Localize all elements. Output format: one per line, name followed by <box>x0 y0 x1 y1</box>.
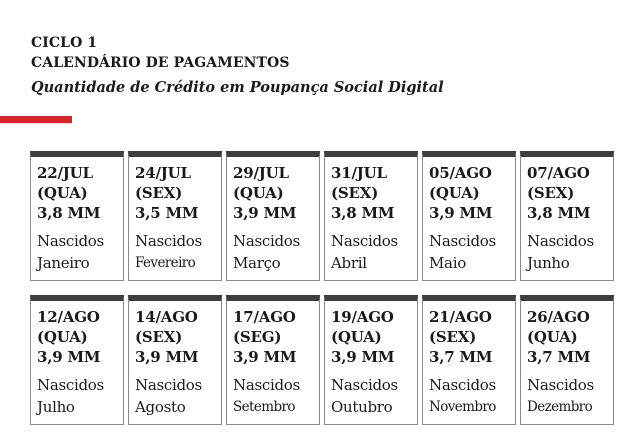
birth-month: Março <box>233 254 281 272</box>
payment-date: 12/AGO <box>37 308 100 326</box>
born-label: Nascidos <box>135 376 202 394</box>
page-subtitle: Quantidade de Crédito em Poupança Social Digital <box>31 79 444 96</box>
payment-card <box>422 151 516 281</box>
birth-month: Dezembro <box>527 399 593 415</box>
payment-date: 14/AGO <box>135 308 198 326</box>
born-label: Nascidos <box>429 232 496 250</box>
payment-amount: 3,9 MM <box>331 348 395 366</box>
payment-amount: 3,9 MM <box>135 348 199 366</box>
born-label: Nascidos <box>37 232 104 250</box>
born-label: Nascidos <box>527 232 594 250</box>
born-label: Nascidos <box>331 232 398 250</box>
payment-date: 26/AGO <box>527 308 590 326</box>
payment-date: 17/AGO <box>233 308 296 326</box>
payment-amount: 3,5 MM <box>135 204 199 222</box>
payment-card <box>30 151 124 281</box>
born-label: Nascidos <box>429 376 496 394</box>
payment-amount: 3,9 MM <box>233 348 297 366</box>
card-spacer <box>37 367 123 374</box>
payment-weekday: (SEX) <box>527 184 575 202</box>
born-label: Nascidos <box>37 376 104 394</box>
header <box>31 33 591 98</box>
card-spacer <box>429 367 515 374</box>
payment-date: 07/AGO <box>527 164 590 182</box>
payment-weekday: (QUA) <box>331 328 382 346</box>
payment-weekday: (QUA) <box>37 184 88 202</box>
payment-amount: 3,8 MM <box>37 204 101 222</box>
payment-card <box>520 151 614 281</box>
payment-card <box>226 295 320 425</box>
payment-weekday: (QUA) <box>429 184 480 202</box>
payment-weekday: (SEX) <box>331 184 379 202</box>
card-spacer <box>37 223 123 230</box>
page-title: CALENDÁRIO DE PAGAMENTOS <box>31 55 290 71</box>
payment-date: 31/JUL <box>331 164 387 182</box>
payment-amount: 3,8 MM <box>331 204 395 222</box>
payment-amount: 3,9 MM <box>233 204 297 222</box>
card-spacer <box>331 367 417 374</box>
payment-amount: 3,9 MM <box>429 204 493 222</box>
birth-month: Novembro <box>429 399 496 415</box>
payment-weekday: (SEX) <box>135 328 183 346</box>
payment-weekday: (QUA) <box>527 328 578 346</box>
payment-date: 29/JUL <box>233 164 289 182</box>
birth-month: Agosto <box>135 398 186 416</box>
payment-card <box>324 151 418 281</box>
payment-date: 05/AGO <box>429 164 492 182</box>
payment-card <box>520 295 614 425</box>
born-label: Nascidos <box>331 376 398 394</box>
payment-amount: 3,7 MM <box>527 348 591 366</box>
card-spacer <box>135 367 221 374</box>
payment-calendar-grid <box>30 151 614 425</box>
payment-amount: 3,9 MM <box>37 348 101 366</box>
birth-month: Julho <box>37 398 75 416</box>
payment-weekday: (SEX) <box>135 184 183 202</box>
payment-card <box>30 295 124 425</box>
card-spacer <box>527 367 613 374</box>
payment-date: 19/AGO <box>331 308 394 326</box>
birth-month: Abril <box>331 254 367 272</box>
payment-date: 21/AGO <box>429 308 492 326</box>
payment-card <box>422 295 516 425</box>
card-spacer <box>233 223 319 230</box>
born-label: Nascidos <box>233 232 300 250</box>
card-spacer <box>429 223 515 230</box>
accent-bar <box>0 116 72 123</box>
payment-card <box>128 151 222 281</box>
payment-card <box>128 295 222 425</box>
cycle-label: CICLO 1 <box>31 35 98 51</box>
card-spacer <box>135 223 221 230</box>
birth-month: Outubro <box>331 398 393 416</box>
payment-weekday: (SEX) <box>429 328 477 346</box>
card-spacer <box>331 223 417 230</box>
payment-card <box>324 295 418 425</box>
birth-month: Junho <box>527 254 570 272</box>
payment-date: 24/JUL <box>135 164 191 182</box>
payment-weekday: (QUA) <box>233 184 284 202</box>
payment-card <box>226 151 320 281</box>
payment-weekday: (QUA) <box>37 328 88 346</box>
card-spacer <box>527 223 613 230</box>
payment-amount: 3,7 MM <box>429 348 493 366</box>
birth-month: Maio <box>429 254 466 272</box>
payment-amount: 3,8 MM <box>527 204 591 222</box>
born-label: Nascidos <box>135 232 202 250</box>
birth-month: Fevereiro <box>135 255 196 271</box>
birth-month: Setembro <box>233 399 295 415</box>
card-spacer <box>233 367 319 374</box>
payment-date: 22/JUL <box>37 164 93 182</box>
born-label: Nascidos <box>233 376 300 394</box>
birth-month: Janeiro <box>37 254 90 272</box>
born-label: Nascidos <box>527 376 594 394</box>
payment-weekday: (SEG) <box>233 328 282 346</box>
